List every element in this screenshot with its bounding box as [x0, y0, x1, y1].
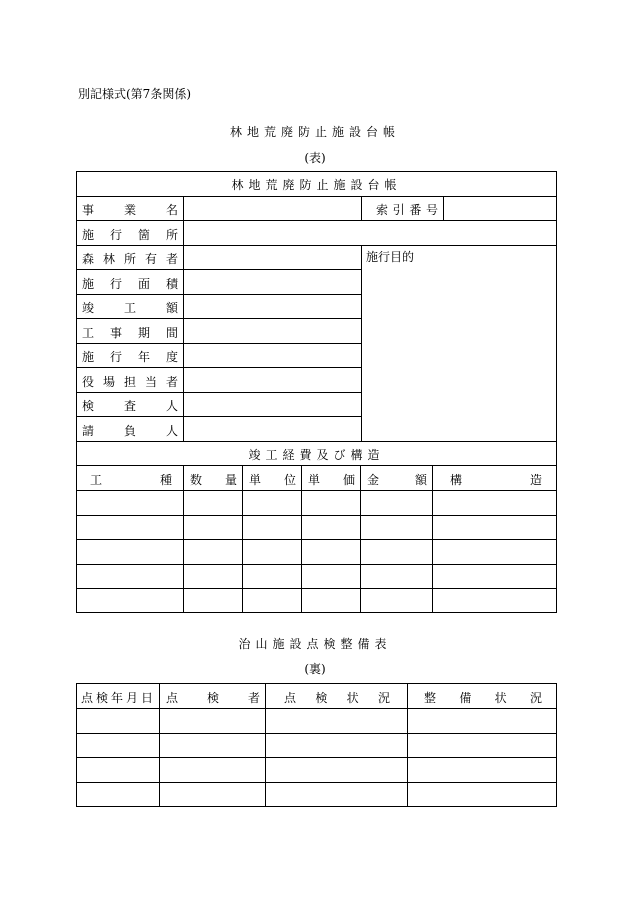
value-index-number[interactable]	[444, 197, 556, 220]
label-fiscal-year: 施 行 年 度	[82, 350, 178, 364]
label-project-name: 事 業 名	[82, 203, 178, 217]
ledger-table-title: 林地荒廃防止施設台帳	[231, 178, 402, 192]
value-completion-amount[interactable]	[184, 295, 360, 318]
col-structure: 構 造	[450, 473, 542, 487]
table-row[interactable]	[77, 709, 556, 733]
table-row[interactable]	[77, 491, 556, 515]
value-project-name[interactable]	[184, 197, 360, 220]
label-construction-period: 工 事 期 間	[82, 326, 178, 340]
label-area: 施 行 面 積	[82, 277, 178, 291]
label-purpose: 施行目的	[366, 250, 415, 264]
table-row[interactable]	[77, 565, 556, 588]
value-area[interactable]	[184, 270, 360, 294]
col-amount: 金 額	[367, 473, 427, 487]
back-title: 治山施設点検整備表	[238, 637, 392, 651]
label-location: 施 行 箇 所	[82, 228, 178, 242]
front-side-label: (表)	[304, 151, 326, 165]
label-forest-owner: 森 林 所 有 者	[82, 252, 178, 266]
table-row[interactable]	[77, 589, 556, 612]
table-row[interactable]	[77, 734, 556, 757]
table-row[interactable]	[77, 540, 556, 564]
col-unit-price: 単 価	[308, 473, 355, 487]
value-contractor[interactable]	[184, 417, 360, 441]
col-inspection-status: 点 検 状 況	[284, 691, 390, 705]
back-side-label: (裏)	[304, 662, 326, 676]
table-row[interactable]	[77, 783, 556, 806]
header-note: 別記様式(第7条関係)	[78, 87, 191, 101]
col-maintenance-status: 整 備 状 況	[424, 691, 542, 705]
col-unit: 単 位	[249, 473, 296, 487]
table-row[interactable]	[77, 516, 556, 539]
cost-section-title: 竣工経費及び構造	[248, 448, 385, 462]
value-purpose[interactable]	[362, 266, 556, 440]
label-official-in-charge: 役 場 担 当 者	[82, 375, 178, 389]
label-inspector: 検 査 人	[82, 399, 178, 413]
table-row[interactable]	[77, 758, 556, 782]
col-inspection-date: 点 検 年 月 日	[81, 691, 153, 705]
col-quantity: 数 量	[190, 473, 237, 487]
value-official-in-charge[interactable]	[184, 368, 360, 392]
label-contractor: 請 負 人	[82, 424, 178, 438]
label-index-number: 索 引 番 号	[376, 203, 438, 217]
value-construction-period[interactable]	[184, 319, 360, 343]
value-forest-owner[interactable]	[184, 246, 360, 269]
value-location[interactable]	[184, 221, 556, 245]
value-fiscal-year[interactable]	[184, 344, 360, 367]
col-work-type: 工 種	[90, 473, 172, 487]
value-inspector[interactable]	[184, 393, 360, 416]
label-completion-amount: 竣 工 額	[82, 301, 178, 315]
col-inspector: 点 検 者	[166, 691, 260, 705]
front-title: 林地荒廃防止施設台帳	[229, 125, 400, 139]
